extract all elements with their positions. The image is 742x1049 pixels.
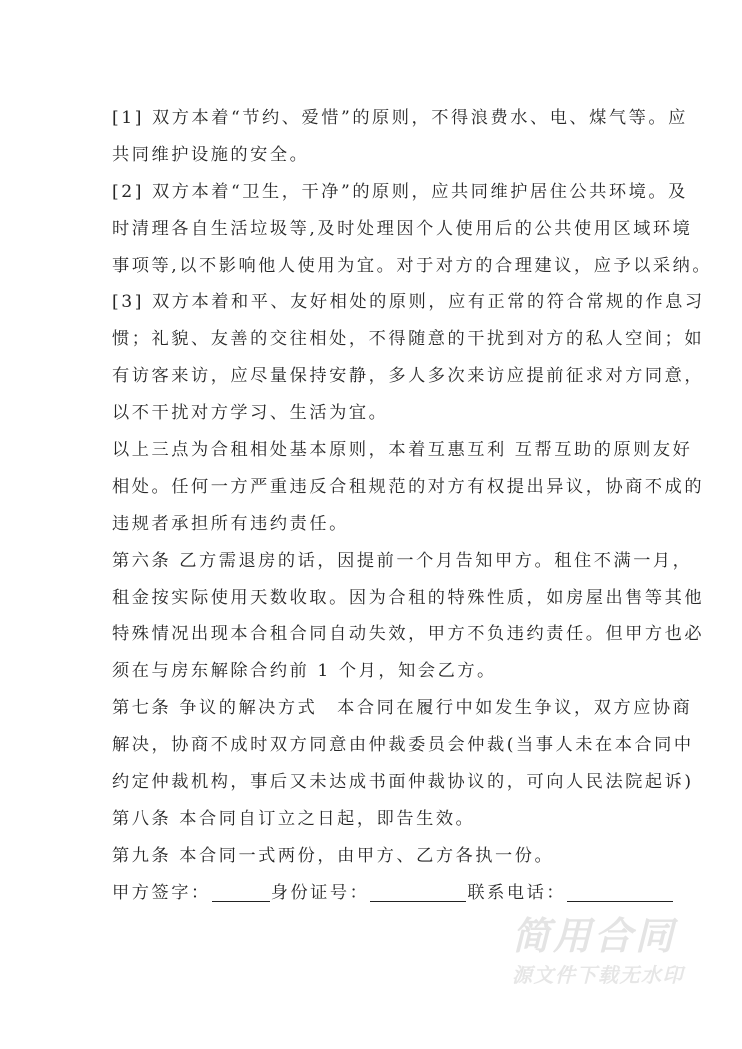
clause-2-line-2: 时清理各自生活垃圾等,及时处理因个人使用后的公共使用区域环境	[112, 218, 693, 239]
phone-blank[interactable]	[567, 881, 673, 902]
article-7-line-2: 解决，协商不成时双方同意由仲裁委员会仲裁(当事人未在本合同中	[112, 735, 694, 756]
article-7-line-3: 约定仲裁机构，事后又未达成书面仲裁协议的，可向人民法院起诉)	[112, 772, 694, 793]
summary-line-3: 违规者承担所有违约责任。	[112, 513, 349, 534]
clause-3-line-4: 以不干扰对方学习、生活为宜。	[112, 403, 389, 424]
watermark	[512, 914, 688, 990]
clause-3-line-1: [3] 双方本着和平、友好相处的原则，应有正常的符合常规的作息习	[112, 292, 705, 313]
clause-1-line-1: [1] 双方本着“节约、爱惜”的原则，不得浪费水、电、煤气等。应	[112, 108, 688, 128]
summary-line-1: 以上三点为合租相处基本原则，本着互惠互利 互帮互助的原则友好	[112, 440, 693, 461]
document-body	[112, 100, 713, 912]
article-6-line-2: 租金按实际使用天数收取。因为合租的特殊性质，如房屋出售等其他	[112, 587, 705, 608]
clause-1-line-2: 共同维护设施的安全。	[112, 144, 310, 165]
phone-label: 联系电话：	[467, 882, 567, 903]
party-a-signature-blank[interactable]	[212, 881, 270, 902]
clause-2-line-3: 事项等,以不影响他人使用为宜。对于对方的合理建议，应予以采纳。	[112, 255, 713, 276]
article-7-line-1: 第七条 争议的解决方式 本合同在履行中如发生争议，双方应协商	[112, 698, 693, 719]
article-9: 第九条 本合同一式两份，由甲方、乙方各执一份。	[112, 845, 555, 866]
watermark-subtitle: 源文件下载无水印	[512, 963, 684, 987]
article-6-line-1: 第六条 乙方需退房的话，因提前一个月告知甲方。租住不满一月，	[112, 550, 693, 571]
article-8: 第八条 本合同自订立之日起，即告生效。	[112, 808, 476, 829]
clause-3-line-2: 惯；礼貌、友善的交往相处，不得随意的干扰到对方的私人空间；如	[112, 329, 705, 350]
id-number-label: 身份证号：	[270, 882, 370, 903]
clause-2-line-1: [2] 双方本着“卫生，干净”的原则，应共同维护居住公共环境。及	[112, 181, 688, 202]
summary-line-2: 相处。任何一方严重违反合租规范的对方有权提出异议，协商不成的	[112, 476, 705, 497]
article-6-line-4: 须在与房东解除合约前 1 个月，知会乙方。	[112, 661, 497, 682]
watermark-title: 简用合同	[512, 914, 677, 958]
article-6-line-3: 特殊情况出现本合租合同自动失效，甲方不负违约责任。但甲方也必	[112, 624, 705, 645]
signature-row	[112, 875, 632, 912]
clause-3-line-3: 有访客来访，应尽量保持安静，多人多次来访应提前征求对方同意，	[112, 366, 705, 387]
id-number-blank[interactable]	[370, 881, 466, 902]
party-a-signature-label: 甲方签字：	[112, 882, 211, 903]
